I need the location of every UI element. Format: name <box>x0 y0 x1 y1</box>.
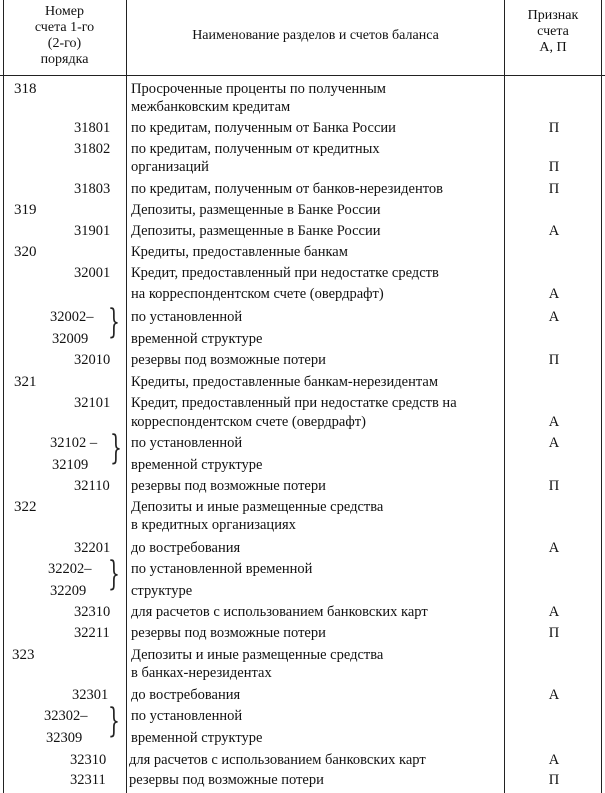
account-name: Депозиты, размещенные в Банке России <box>131 223 381 239</box>
table-border-right <box>601 0 602 793</box>
account-sign: А <box>548 752 560 768</box>
header-divider <box>0 75 605 76</box>
account-name: временной структуре <box>131 457 263 473</box>
account-sign: П <box>548 159 560 175</box>
account-name: по кредитам, полученным от кредитных <box>131 141 380 157</box>
header-section-name: Наименование разделов и счетов баланса <box>192 28 439 43</box>
account-code: 32301 <box>72 687 109 703</box>
range-brace-icon: } <box>108 701 120 741</box>
account-name: до востребования <box>131 687 241 703</box>
account-sign: А <box>548 309 560 325</box>
account-sign: П <box>548 181 560 197</box>
account-name: Кредит, предоставленный при недостатке средств на <box>131 395 457 411</box>
account-sign: А <box>548 604 560 620</box>
range-brace-icon: } <box>108 554 120 594</box>
account-name: по кредитам, полученным от банков-нерезидентов <box>131 181 443 197</box>
account-sign: А <box>548 414 560 430</box>
section-name: Депозиты и иные размещенные средства <box>131 499 384 515</box>
account-name: структуре <box>131 583 193 599</box>
account-sign: П <box>548 625 560 641</box>
section-name: в кредитных организациях <box>131 517 296 533</box>
account-sign: А <box>548 223 560 239</box>
account-name: по установленной временной <box>131 561 313 577</box>
section-name: Кредиты, предоставленные банкам-нерезидентам <box>131 374 438 390</box>
account-sign: А <box>548 540 560 556</box>
section-name: Кредиты, предоставленные банкам <box>131 244 348 260</box>
account-code: 32311 <box>70 772 106 788</box>
account-range-end: 32209 <box>50 583 87 599</box>
account-sign: А <box>548 687 560 703</box>
account-range-start: 32202– <box>48 561 92 577</box>
account-range-end: 32009 <box>52 331 89 347</box>
section-name: межбанковским кредитам <box>131 99 291 115</box>
account-name: для расчетов с использованием банковских карт <box>129 752 426 768</box>
account-name: корреспондентском счете (овердрафт) <box>131 414 366 430</box>
section-code: 322 <box>14 499 37 515</box>
account-code: 31801 <box>74 120 111 136</box>
account-code: 31901 <box>74 223 111 239</box>
account-name: по установленной <box>131 435 243 451</box>
account-code: 32101 <box>74 395 111 411</box>
account-name: резервы под возможные потери <box>131 352 326 368</box>
account-sign: П <box>548 772 560 788</box>
section-name: Депозиты, размещенные в Банке России <box>131 202 381 218</box>
account-sign: П <box>548 478 560 494</box>
account-sign: А <box>548 435 560 451</box>
section-code: 320 <box>14 244 37 260</box>
account-code: 31803 <box>74 181 111 197</box>
account-sign: П <box>548 120 560 136</box>
account-name: резервы под возможные потери <box>131 625 326 641</box>
account-sign: А <box>548 286 560 302</box>
account-range-end: 32309 <box>46 730 83 746</box>
account-range-start: 32102 – <box>50 435 98 451</box>
account-name: резервы под возможные потери <box>129 772 324 788</box>
account-name: временной структуре <box>131 730 263 746</box>
account-name: на корреспондентском счете (овердрафт) <box>131 286 384 302</box>
range-brace-icon: } <box>108 302 120 342</box>
account-name: организаций <box>131 159 209 175</box>
account-range-end: 32109 <box>52 457 89 473</box>
account-code: 32310 <box>74 604 111 620</box>
header-account-sign: Признак счета А, П <box>527 8 579 55</box>
column-divider-1 <box>126 0 127 793</box>
account-code: 32211 <box>74 625 110 641</box>
account-name: временной структуре <box>131 331 263 347</box>
account-name: резервы под возможные потери <box>131 478 326 494</box>
account-name: до востребования <box>131 540 241 556</box>
account-code: 32310 <box>70 752 107 768</box>
account-name: Кредит, предоставленный при недостатке средств <box>131 265 439 281</box>
table-border-left <box>3 0 4 793</box>
section-name: Депозиты и иные размещенные средства <box>131 647 384 663</box>
account-range-start: 32002– <box>50 309 94 325</box>
account-code: 32201 <box>74 540 111 556</box>
account-name: по кредитам, полученным от Банка России <box>131 120 396 136</box>
header-account-number: Номер счета 1-го (2-го) порядка <box>34 4 95 67</box>
account-code: 31802 <box>74 141 111 157</box>
account-sign: П <box>548 352 560 368</box>
account-name: по установленной <box>131 708 243 724</box>
account-name: по установленной <box>131 309 243 325</box>
section-code: 319 <box>14 202 37 218</box>
section-code: 323 <box>12 647 35 663</box>
account-code: 32001 <box>74 265 111 281</box>
account-code: 32110 <box>74 478 110 494</box>
range-brace-icon: } <box>110 428 122 468</box>
section-code: 321 <box>14 374 37 390</box>
account-range-start: 32302– <box>44 708 88 724</box>
account-code: 32010 <box>74 352 111 368</box>
section-name: Просроченные проценты по полученным <box>131 81 386 97</box>
account-name: для расчетов с использованием банковских карт <box>131 604 428 620</box>
column-divider-2 <box>504 0 505 793</box>
section-name: в банках-нерезидентах <box>131 665 272 681</box>
section-code: 318 <box>14 81 37 97</box>
